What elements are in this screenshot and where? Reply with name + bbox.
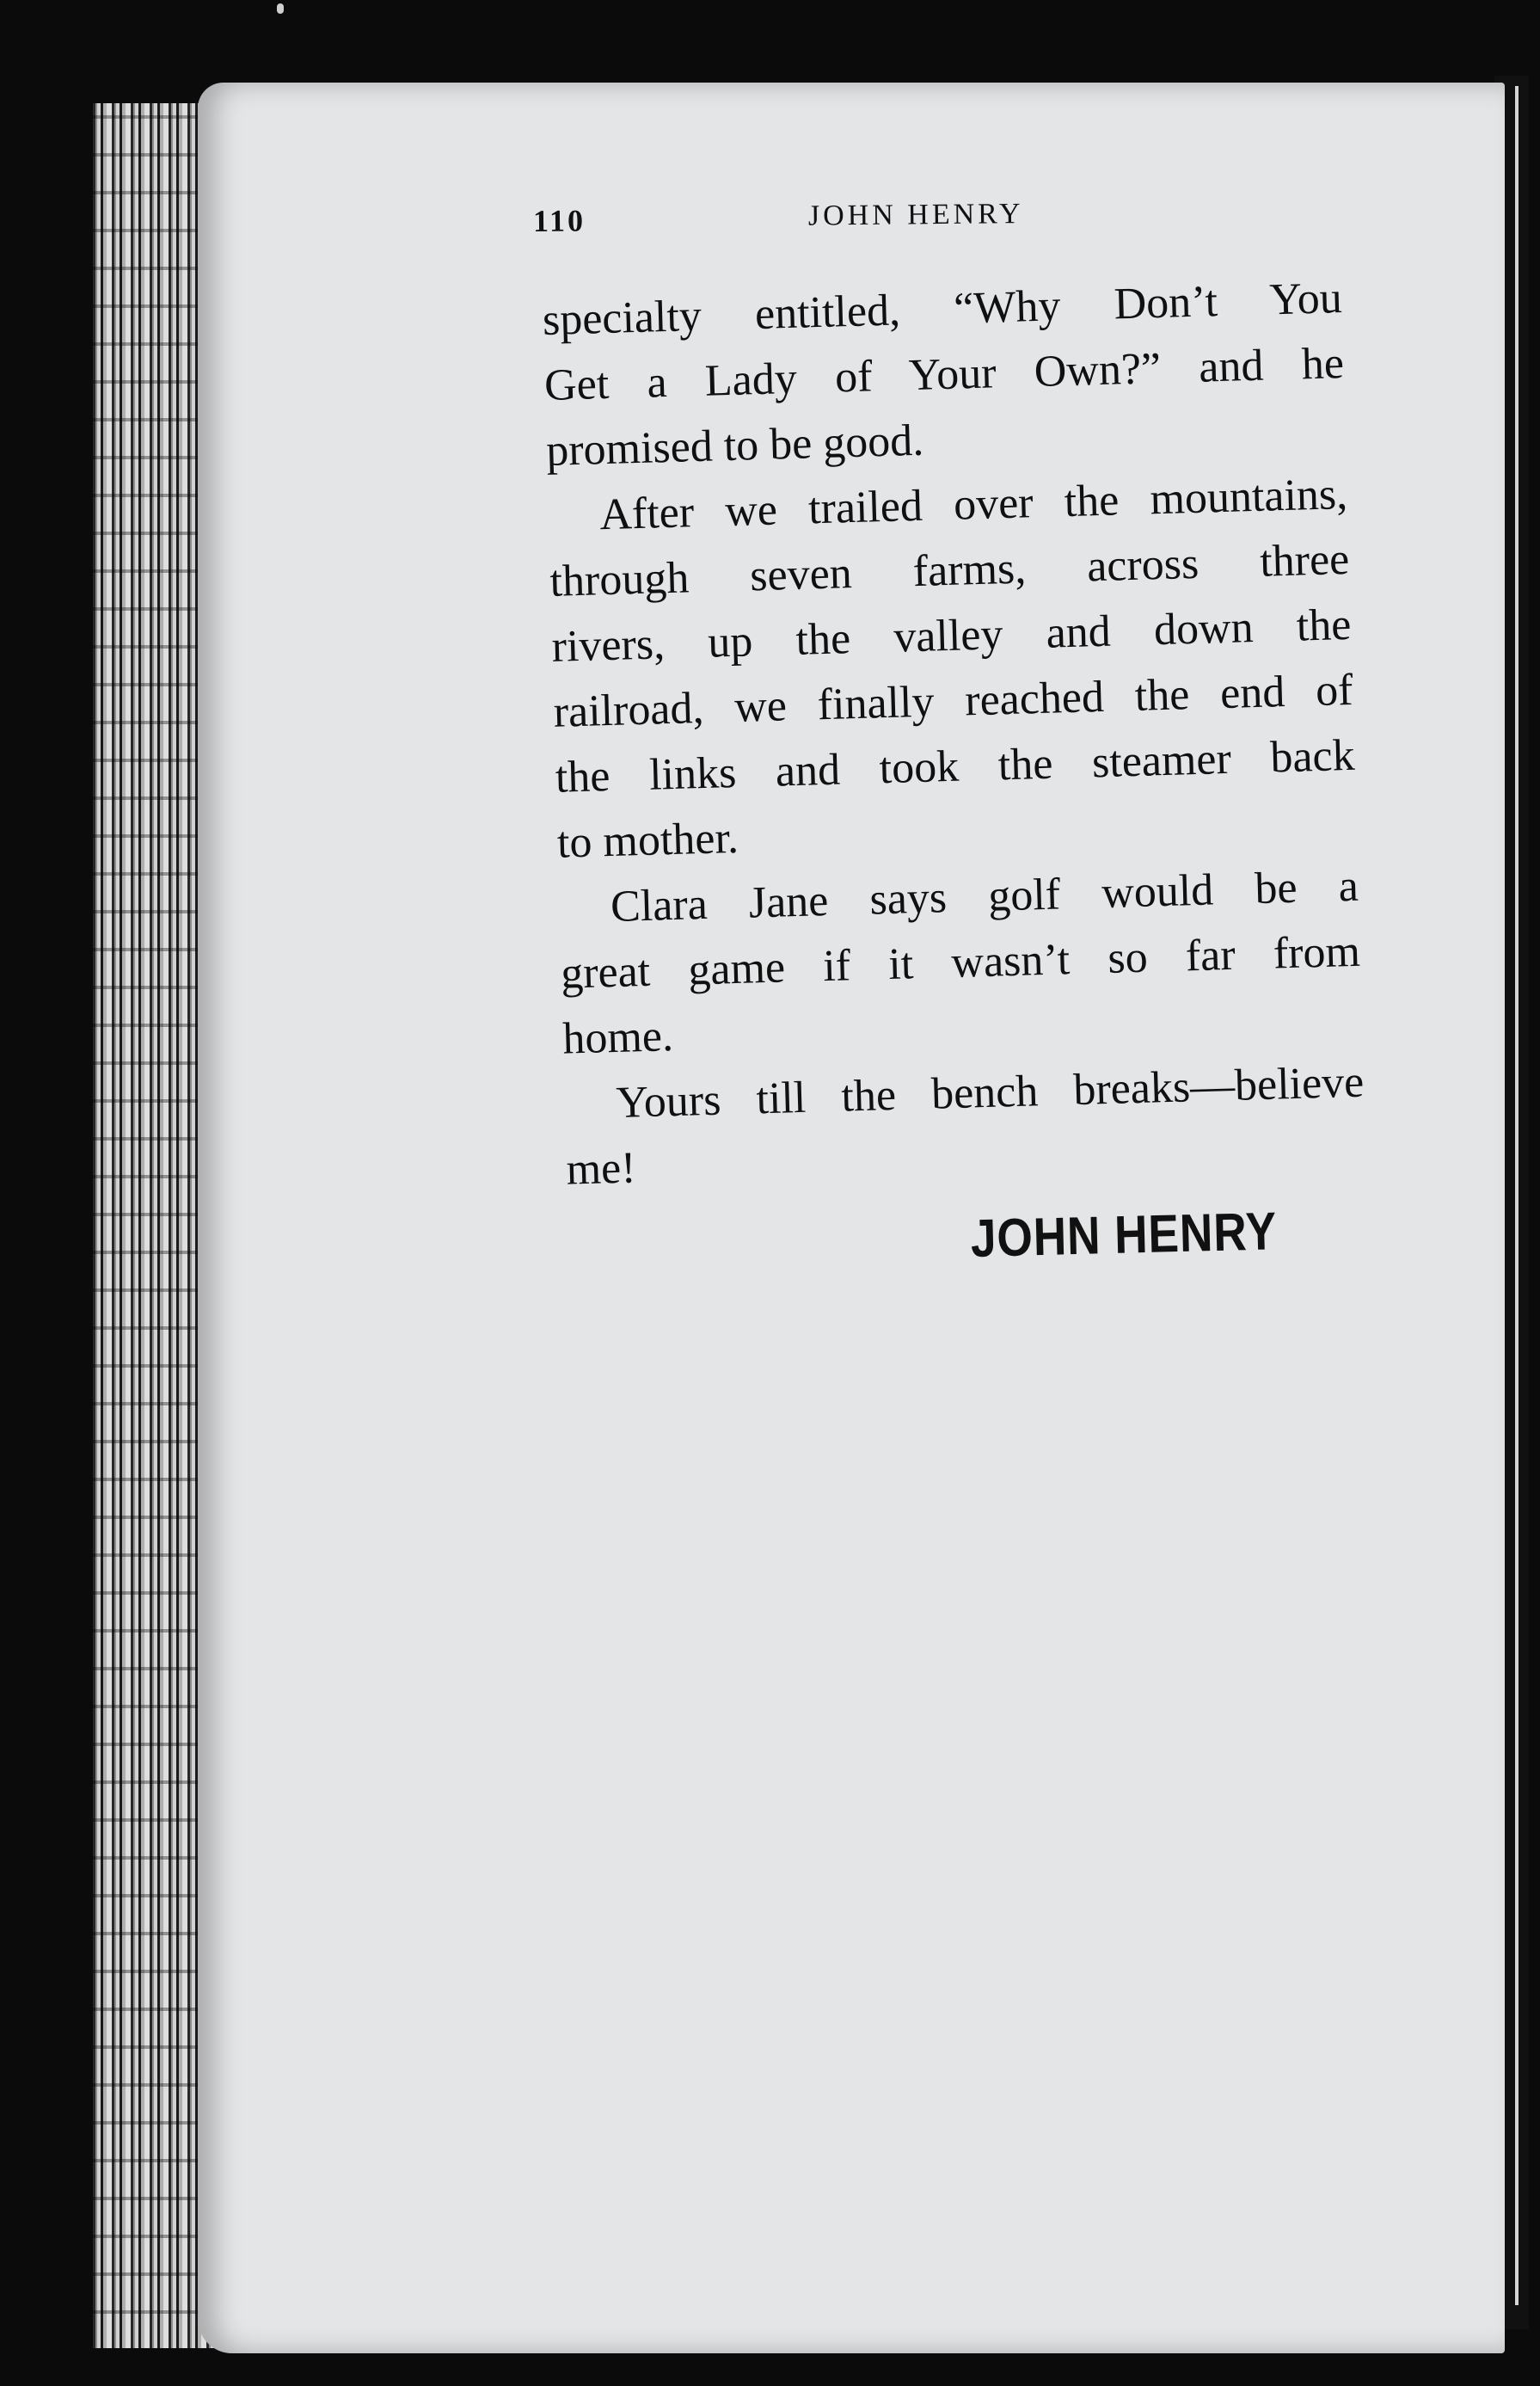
text-line: me! bbox=[565, 1143, 637, 1195]
text-line: home. bbox=[561, 1012, 674, 1064]
running-head bbox=[533, 195, 1307, 246]
text-line: After we trailed over the mountains, bbox=[598, 469, 1348, 540]
text-line: great game if it wasn’t so far from bbox=[560, 926, 1361, 999]
text-line: Yours till the bench breaks—believe bbox=[615, 1057, 1365, 1128]
book-right-edge-line bbox=[1515, 86, 1519, 2305]
text-line: rivers, up the valley and down the bbox=[550, 600, 1353, 672]
text-line: railroad, we finally reached the end of bbox=[552, 665, 1354, 737]
body-text bbox=[542, 266, 1366, 1203]
text-line: to mother. bbox=[556, 813, 739, 868]
text-line: through seven farms, across three bbox=[549, 534, 1350, 606]
text-line: the links and took the steamer back bbox=[555, 730, 1356, 803]
text-line: specialty entitled, “Why Don’t You bbox=[542, 274, 1343, 345]
page-number: 110 bbox=[532, 203, 586, 238]
text-line: Get a Lady of Your Own?” and he bbox=[543, 338, 1345, 410]
running-head-title: JOHN HENRY bbox=[807, 198, 1024, 232]
text-line: promised to be good. bbox=[545, 415, 924, 476]
signature: JOHN HENRY bbox=[970, 1202, 1278, 1269]
scan-speck bbox=[277, 3, 284, 14]
text-line: Clara Jane says golf would be a bbox=[610, 861, 1359, 932]
